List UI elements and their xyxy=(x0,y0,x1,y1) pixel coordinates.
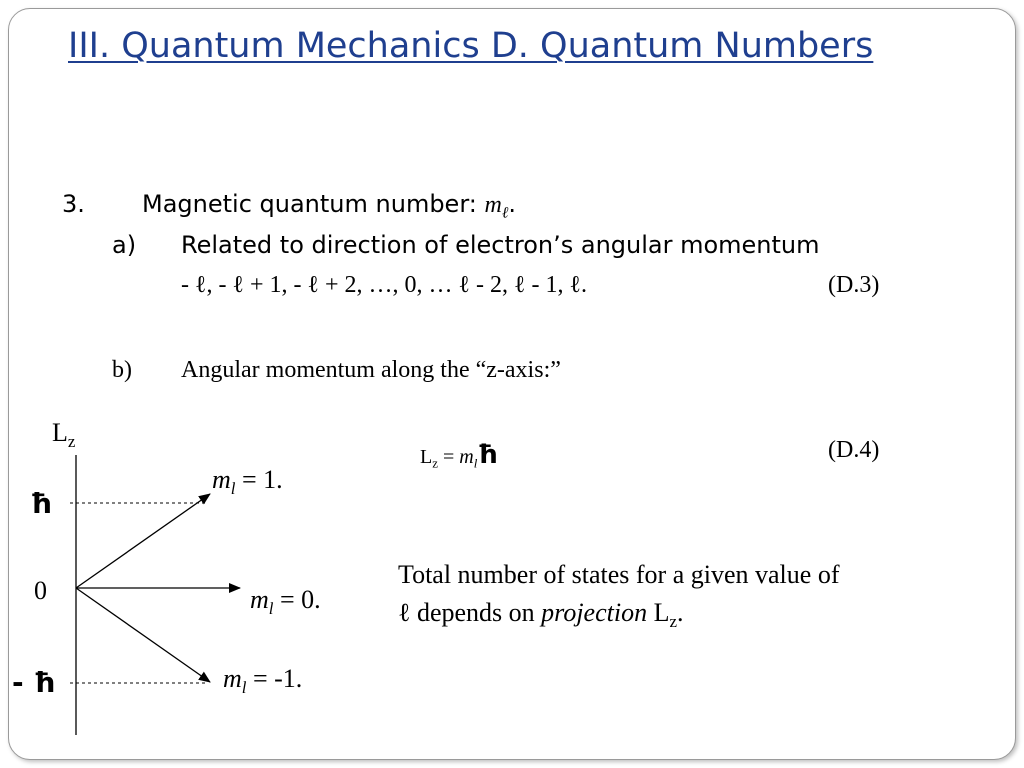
note-L: L xyxy=(653,598,670,627)
lz-sub: z xyxy=(67,431,76,451)
ml-plus1-value: = 1. xyxy=(235,465,283,494)
arrow-down xyxy=(76,588,210,682)
tick-hbar-bottom: - ħ xyxy=(12,666,56,699)
tick-zero: 0 xyxy=(34,576,47,605)
ml-zero-sub: l xyxy=(268,598,274,618)
item-a-text: Related to direction of electron’s angular momentum xyxy=(181,231,820,259)
eq-label-d4: (D.4) xyxy=(828,437,880,463)
lz-axis-label xyxy=(52,418,76,451)
item-3-symbol-sub: ℓ xyxy=(501,204,509,222)
ml-plus1-m: m xyxy=(212,465,231,494)
item-3-trail: . xyxy=(508,190,516,218)
item-a-marker: a) xyxy=(112,231,137,259)
item-b-marker: b) xyxy=(112,357,132,383)
note-ell: ℓ xyxy=(398,598,411,627)
eq-lhs-sub: z xyxy=(432,455,438,471)
ml-minus1-m: m xyxy=(223,664,242,693)
ml-minus1-value: = -1. xyxy=(246,664,303,693)
hbar-symbol: ħ xyxy=(477,440,498,470)
item-a-formula: - ℓ, - ℓ + 1, - ℓ + 2, …, 0, … ℓ - 2, ℓ - 1, ℓ. xyxy=(181,272,588,298)
ml-zero-value: = 0. xyxy=(273,585,321,614)
note-end: . xyxy=(676,598,684,627)
arrow-up xyxy=(76,494,210,588)
eq-lhs: L xyxy=(420,446,433,468)
note-L-sub: z xyxy=(669,611,677,631)
eq-equals: = xyxy=(438,446,460,468)
page-title: III. Quantum Mechanics D. Quantum Numbers xyxy=(68,26,874,66)
note-mid: depends on xyxy=(410,598,542,627)
lz-L: L xyxy=(52,418,68,447)
note-line-1: Total number of states for a given value of xyxy=(398,560,840,589)
item-b-text: Angular momentum along the “z-axis:” xyxy=(181,357,561,383)
tick-hbar-top: ħ xyxy=(30,487,53,520)
ml-minus1-sub: l xyxy=(241,677,247,697)
ml-zero-m: m xyxy=(250,585,269,614)
note-emph: projection xyxy=(541,598,648,627)
item-3-number: 3. xyxy=(62,190,85,218)
note-line-2 xyxy=(398,598,684,631)
label-ml-minus1 xyxy=(223,664,303,697)
item-3-symbol: m xyxy=(484,192,502,218)
label-ml-zero xyxy=(250,585,321,618)
eq-m-sub: l xyxy=(473,455,478,471)
eq-label-d3: (D.3) xyxy=(828,272,880,298)
label-ml-plus1 xyxy=(212,465,283,498)
item-3-label: Magnetic quantum number: xyxy=(142,190,485,218)
ml-plus1-sub: l xyxy=(230,478,236,498)
eq-m: m xyxy=(459,446,474,468)
